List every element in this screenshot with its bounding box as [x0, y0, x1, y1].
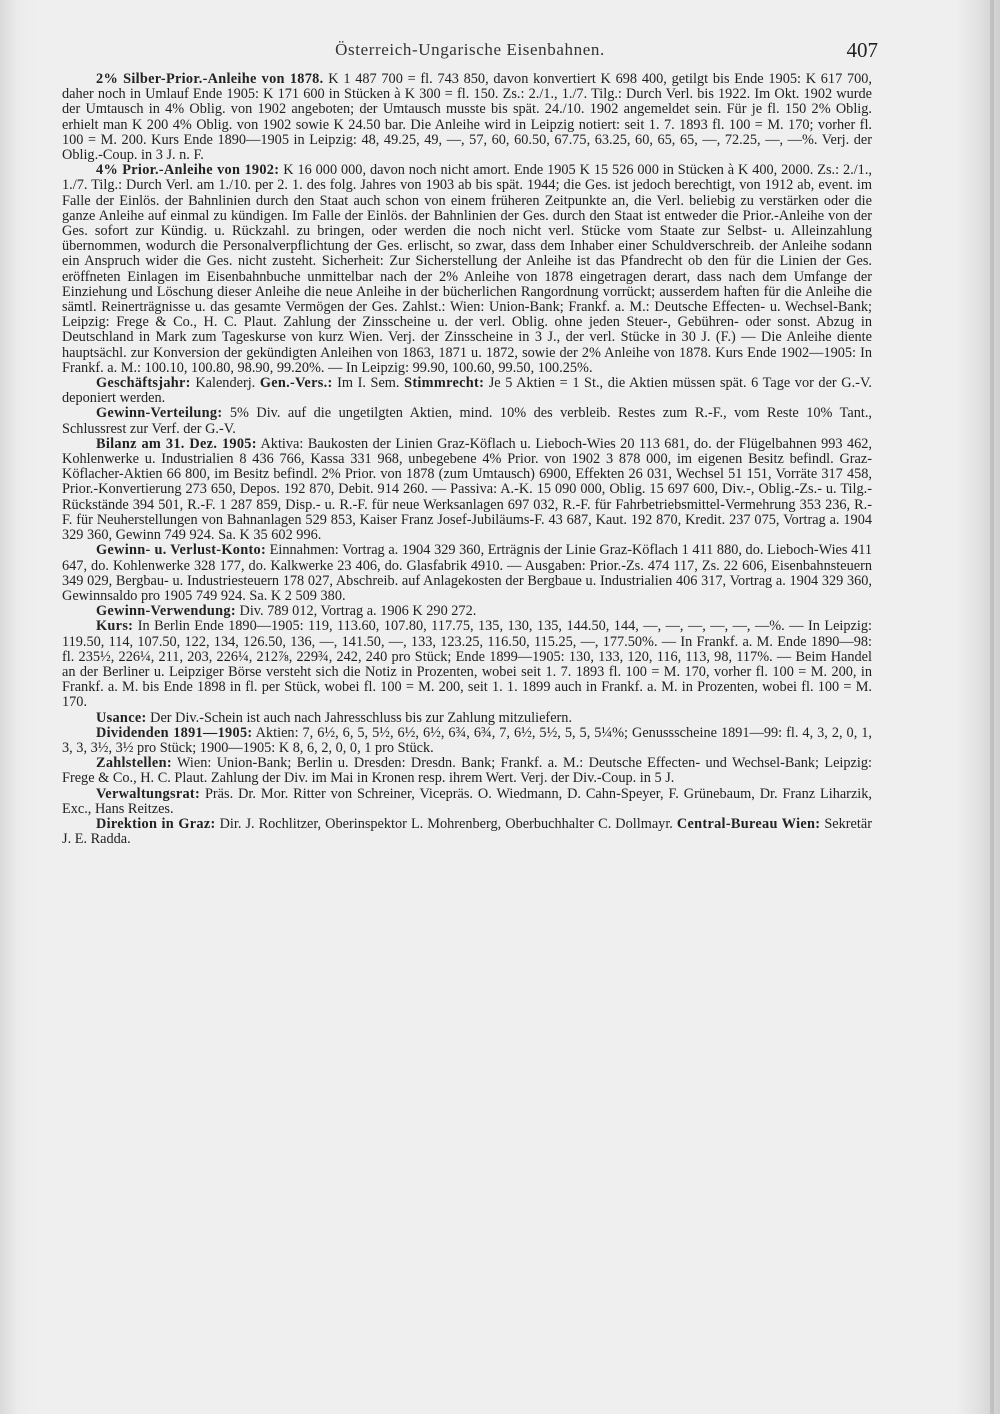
paragraph-text: Der Div.-Schein ist auch nach Jahresschluss bis zur Zahlung mitzuliefern.	[146, 709, 573, 726]
section-heading: 2% Silber-Prior.-Anleihe von 1878.	[96, 71, 324, 87]
paragraph-text: Aktiva: Baukosten der Linien Graz-Köflach u. Lieboch-Wies 20 113 681, do. der Flügelbahnen 993 462, Kohlenwerke u. Industrialien 8 436 766, Kassa 331 968, unbegebene 4% Prior. von 1902 3 878 000, im eigenen Besitz befindl. Graz-Köflacher-Aktien 66 800, im Besitz befindl. 2% Prior. von 1878 (zum Umtausch) 6900, Effekten 26 031, Wechsel 51 151, Vorräte 317 458, Prior.-Konvertierung 273 650, Depos. 192 870, Debit. 914 260. — Passiva: A.-K. 15 090 000, Oblig. 15 697 600, Div.-, Oblig.-Zs.- u. Tilg.-Rückstände 394 501, R.-F. 1 287 859, Disp.- u. R.-F. für neue Werksanlagen 697 032, R.-F. für Fahrbetriebsmittel-Vermehrung 353 236, R.-F. für Neuherstellungen von Bahnanlagen 529 853, Kaiser Franz Josef-Jubiläums-F. 43 687, Kaut. 192 870, Kredit. 237 075, Vortrag a. 1904 329 360, Gewinn 749 924. Sa. K 35 602 996.	[62, 435, 872, 544]
paragraph-text: 5% Div. auf die ungetilgten Aktien, mind. 10% des verbleib. Restes zum R.-F., vom Reste 10% Tant., Schlussrest zur Verf. der G.-V.	[62, 405, 872, 437]
section-heading: Gewinn-Verwendung:	[96, 603, 236, 620]
paragraph-text: Je 5 Aktien = 1 St., die Aktien müssen spät. 6 Tage vor der G.-V. deponiert werden.	[62, 375, 872, 407]
section-heading: Gewinn-Verteilung:	[96, 405, 223, 422]
section-heading: Direktion in Graz:	[96, 815, 216, 832]
paragraph-geschaeftsjahr	[62, 376, 872, 406]
section-heading: Verwaltungsrat:	[96, 785, 201, 802]
section-heading: Dividenden 1891—1905:	[96, 724, 253, 741]
paragraph-text: K 16 000 000, davon noch nicht amort. Ende 1905 K 15 526 000 in Stücken à K 400, 2000. Zs.: 2./1., 1./7. Tilg.: Durch Verl. am 1./10. per 2. 1. des folg. Jahres von 1903 ab bis spät. 1944; die Ges. ist jedoch berechtigt, von 1912 ab, event. im Falle der Einlös. der Bahnlinien durch den Staat auch schon von einem früheren Zeitpunkte an, die Verl. beliebig zu verstärken oder die ganze Anleihe auf einmal zu kündigen. Im Falle der Einlös. der Bahnlinien der Ges. durch den Staat ist entweder die Prior.-Anleihe von der Ges. sofort zur Kündig. u. Rückzahl. zu bringen, oder werden die noch nicht verl. Stücke vom Staate zur Selbst- u. Alleinzahlung übernommen, wodurch die Personalverpflichtung der Ges. erlischt, so zwar, dass dem Inhaber einer Schuldverschreib. der Anleihe sodann ein Anspruch wider die Ges. nicht zusteht. Sicherheit: Zur Sicherstellung der Anleihe ist das Pfandrecht ob den für die Linien der Ges. eröffneten Einlagen im Eisenbahnbuche unmittelbar nach der 2% Anleihe von 1878 eingetragen derart, dass nach dem Umfange der Einziehung und Löschung dieser Anleihe die neue Anleihe in der bücherlichen Rangordnung vorrückt; ausserdem haften für die Anleihe die sämtl. Reinerträgnisse u. das gesamte Vermögen der Ges. Zahlst.: Wien: Union-Bank; Frankf. a. M.: Deutsche Effecten- u. Wechsel-Bank; Leipzig: Frege & Co., H. C. Plaut. Zahlung der Zinsscheine u. der verl. Oblig. ohne jeden Steuer-, Gebühren- oder sonst. Abzug in Deutschland in Mark zum Tageskurse von kurz Wien. Verj. der Zinsscheine in 3 J., der verl. Stücke in 30 J. (F.) — Die Anleihe diente hauptsächl. zur Konversion der gekündigten Anleihen von 1863, 1871 u. 1872, sowie der 2% Anleihe von 1878. Kurs Ende 1902—1905: In Frankf. a. M.: 100.10, 100.80, 98.90, 99.20%. — In Leipzig: 99.90, 100.60, 99.50, 100.25%.	[62, 162, 872, 376]
paragraph-prior-anleihe-1902	[62, 163, 872, 376]
paragraph-verwaltungsrat	[62, 787, 872, 817]
paragraph-text: K 1 487 700 = fl. 743 850, davon konvertiert K 698 400, getilgt bis Ende 1905: K 617 700, daher noch in Umlauf Ende 1905: K 171 600 in Stücken à K 300 = fl. 150. Zs.: 2./1., 1./7. Tilg.: Durch Verl. bis 1922. Im Okt. 1902 wurde der Umtausch in 4% Oblig. von 1902 angeboten; der Umtausch musste bis spät. 24./10. 1902 angemeldet sein. Für je fl. 150 2% Oblig. erhielt man K 200 4% Oblig. von 1902 sowie K 24.50 bar. Die Anleihe wird in Leipzig notiert: seit 1. 7. 1893 fl. 100 = M. 170; vorher fl. 100 = M. 200. Kurs Ende 1890—1905 in Leipzig: 48, 49.25, 49, —, 57, 60, 60.50, 67.75, 63.25, 60, 65, 65, —, 72.25, —, —%. Verj. der Oblig.-Coup. in 3 J. n. F.	[62, 71, 872, 164]
paragraph-zahlstellen	[62, 756, 872, 786]
paragraph-text: Einnahmen: Vortrag a. 1904 329 360, Erträgnis der Linie Graz-Köflach 1 411 880, do. Lieboch-Wies 411 647, do. Kohlenwerke 328 177, do. Kalkwerke 23 406, do. Glasfabrik 4910. — Ausgaben: Prior.-Zs. 474 117, Zs. 22 606, Eisenbahnsteuern 349 029, Bergbau- u. Industriesteuern 178 027, Abschreib. auf Anlagekosten der Bergbaue u. Industrialien 406 317, Vortrag a. 1904 329 360, Gewinnsaldo pro 1905 749 924. Sa. K 2 509 380.	[62, 542, 872, 604]
paragraph-silber-prior-anleihe	[62, 72, 872, 163]
paragraph-text: Wien: Union-Bank; Berlin u. Dresden: Dresdn. Bank; Frankf. a. M.: Deutsche Effecten- und Wechsel-Bank; Leipzig: Frege & Co., H. C. Plaut. Zahlung der Div. im Mai in Kronen resp. ihrem Wert. Verj. der Div.-Coup. in 5 J.	[62, 755, 872, 787]
paragraph-text: Aktien: 7, 6½, 6, 5, 5½, 6½, 6½, 6¾, 6¾, 7, 6½, 5½, 5, 5, 5¼%; Genussscheine 1891—99: fl. 4, 3, 2, 0, 1, 3, 3, 3½, 3½ pro Stück; 1900—1905: K 8, 6, 2, 0, 0, 1 pro Stück.	[62, 724, 872, 756]
section-heading: Central-Bureau Wien:	[676, 815, 821, 832]
paragraph-text: Präs. Dr. Mor. Ritter von Schreiner, Vicepräs. O. Wiedmann, D. Cahn-Speyer, F. Grünebaum, Dr. Franz Liharzik, Exc., Hans Reitzes.	[62, 785, 872, 817]
section-heading: Gewinn- u. Verlust-Konto:	[96, 542, 267, 559]
paragraph-gewinn-verteilung	[62, 406, 872, 436]
paragraph-text: Kalenderj.	[190, 375, 260, 392]
paragraph-gewinn-verlust-konto	[62, 543, 872, 604]
paragraph-dividenden	[62, 726, 872, 756]
section-heading: Kurs:	[96, 618, 134, 635]
paragraph-bilanz	[62, 437, 872, 543]
section-heading: 4% Prior.-Anleihe von 1902:	[96, 162, 280, 179]
text-body	[62, 72, 872, 847]
section-heading: Stimmrecht:	[404, 375, 485, 392]
section-heading: Zahlstellen:	[96, 755, 172, 772]
section-heading: Usance:	[96, 709, 147, 726]
paragraph-kurs	[62, 619, 872, 710]
section-heading: Gen.-Vers.:	[259, 375, 333, 392]
running-title: Österreich-Ungarische Eisenbahnen.	[335, 40, 605, 59]
paragraph-text: Im I. Sem.	[332, 375, 405, 392]
page-number: 407	[846, 38, 878, 62]
paragraph-text: In Berlin Ende 1890—1905: 119, 113.60, 107.80, 117.75, 135, 130, 135, 144.50, 144, —, —, —, —, —, —%. — In Leipzig: 119.50, 114, 107.50, 122, 134, 126.50, 136, —, 141.50, —, 133, 123.25, 116.50, 115.25, —, 177.50%. — In Frankf. a. M. Ende 1890—98: fl. 235½, 226¼, 211, 203, 226¼, 212⅞, 229¾, 242, 240 pro Stück; Ende 1899—1905: 130, 133, 120, 116, 113, 98, 117%. — Beim Handel an der Berliner u. Leipziger Börse versteht sich die Notiz in Prozenten, wobei seit 1. 7. 1893 fl. 100 = M. 170, vorher fl. 100 = M. 200, in Frankf. a. M. bis Ende 1898 in fl. per Stück, wobei fl. 100 = M. 200, seit 1. 1. 1899 auch in Frankf. a. M. in Prozenten, wobei fl. 100 = M. 170.	[62, 618, 872, 711]
binding-edge	[990, 0, 994, 1414]
paragraph-text: Dir. J. Rochlitzer, Oberinspektor L. Mohrenberg, Oberbuchhalter C. Dollmayr.	[215, 815, 677, 832]
paragraph-gewinn-verwendung	[62, 604, 872, 619]
paragraph-text: Div. 789 012, Vortrag a. 1906 K 290 272.	[235, 603, 477, 620]
paragraph-direktion	[62, 817, 872, 847]
paragraph-text: Sekretär J. E. Radda.	[62, 815, 872, 848]
paragraph-usance	[62, 711, 872, 726]
section-heading: Bilanz am 31. Dez. 1905:	[96, 435, 257, 452]
section-heading: Geschäftsjahr:	[96, 375, 191, 392]
